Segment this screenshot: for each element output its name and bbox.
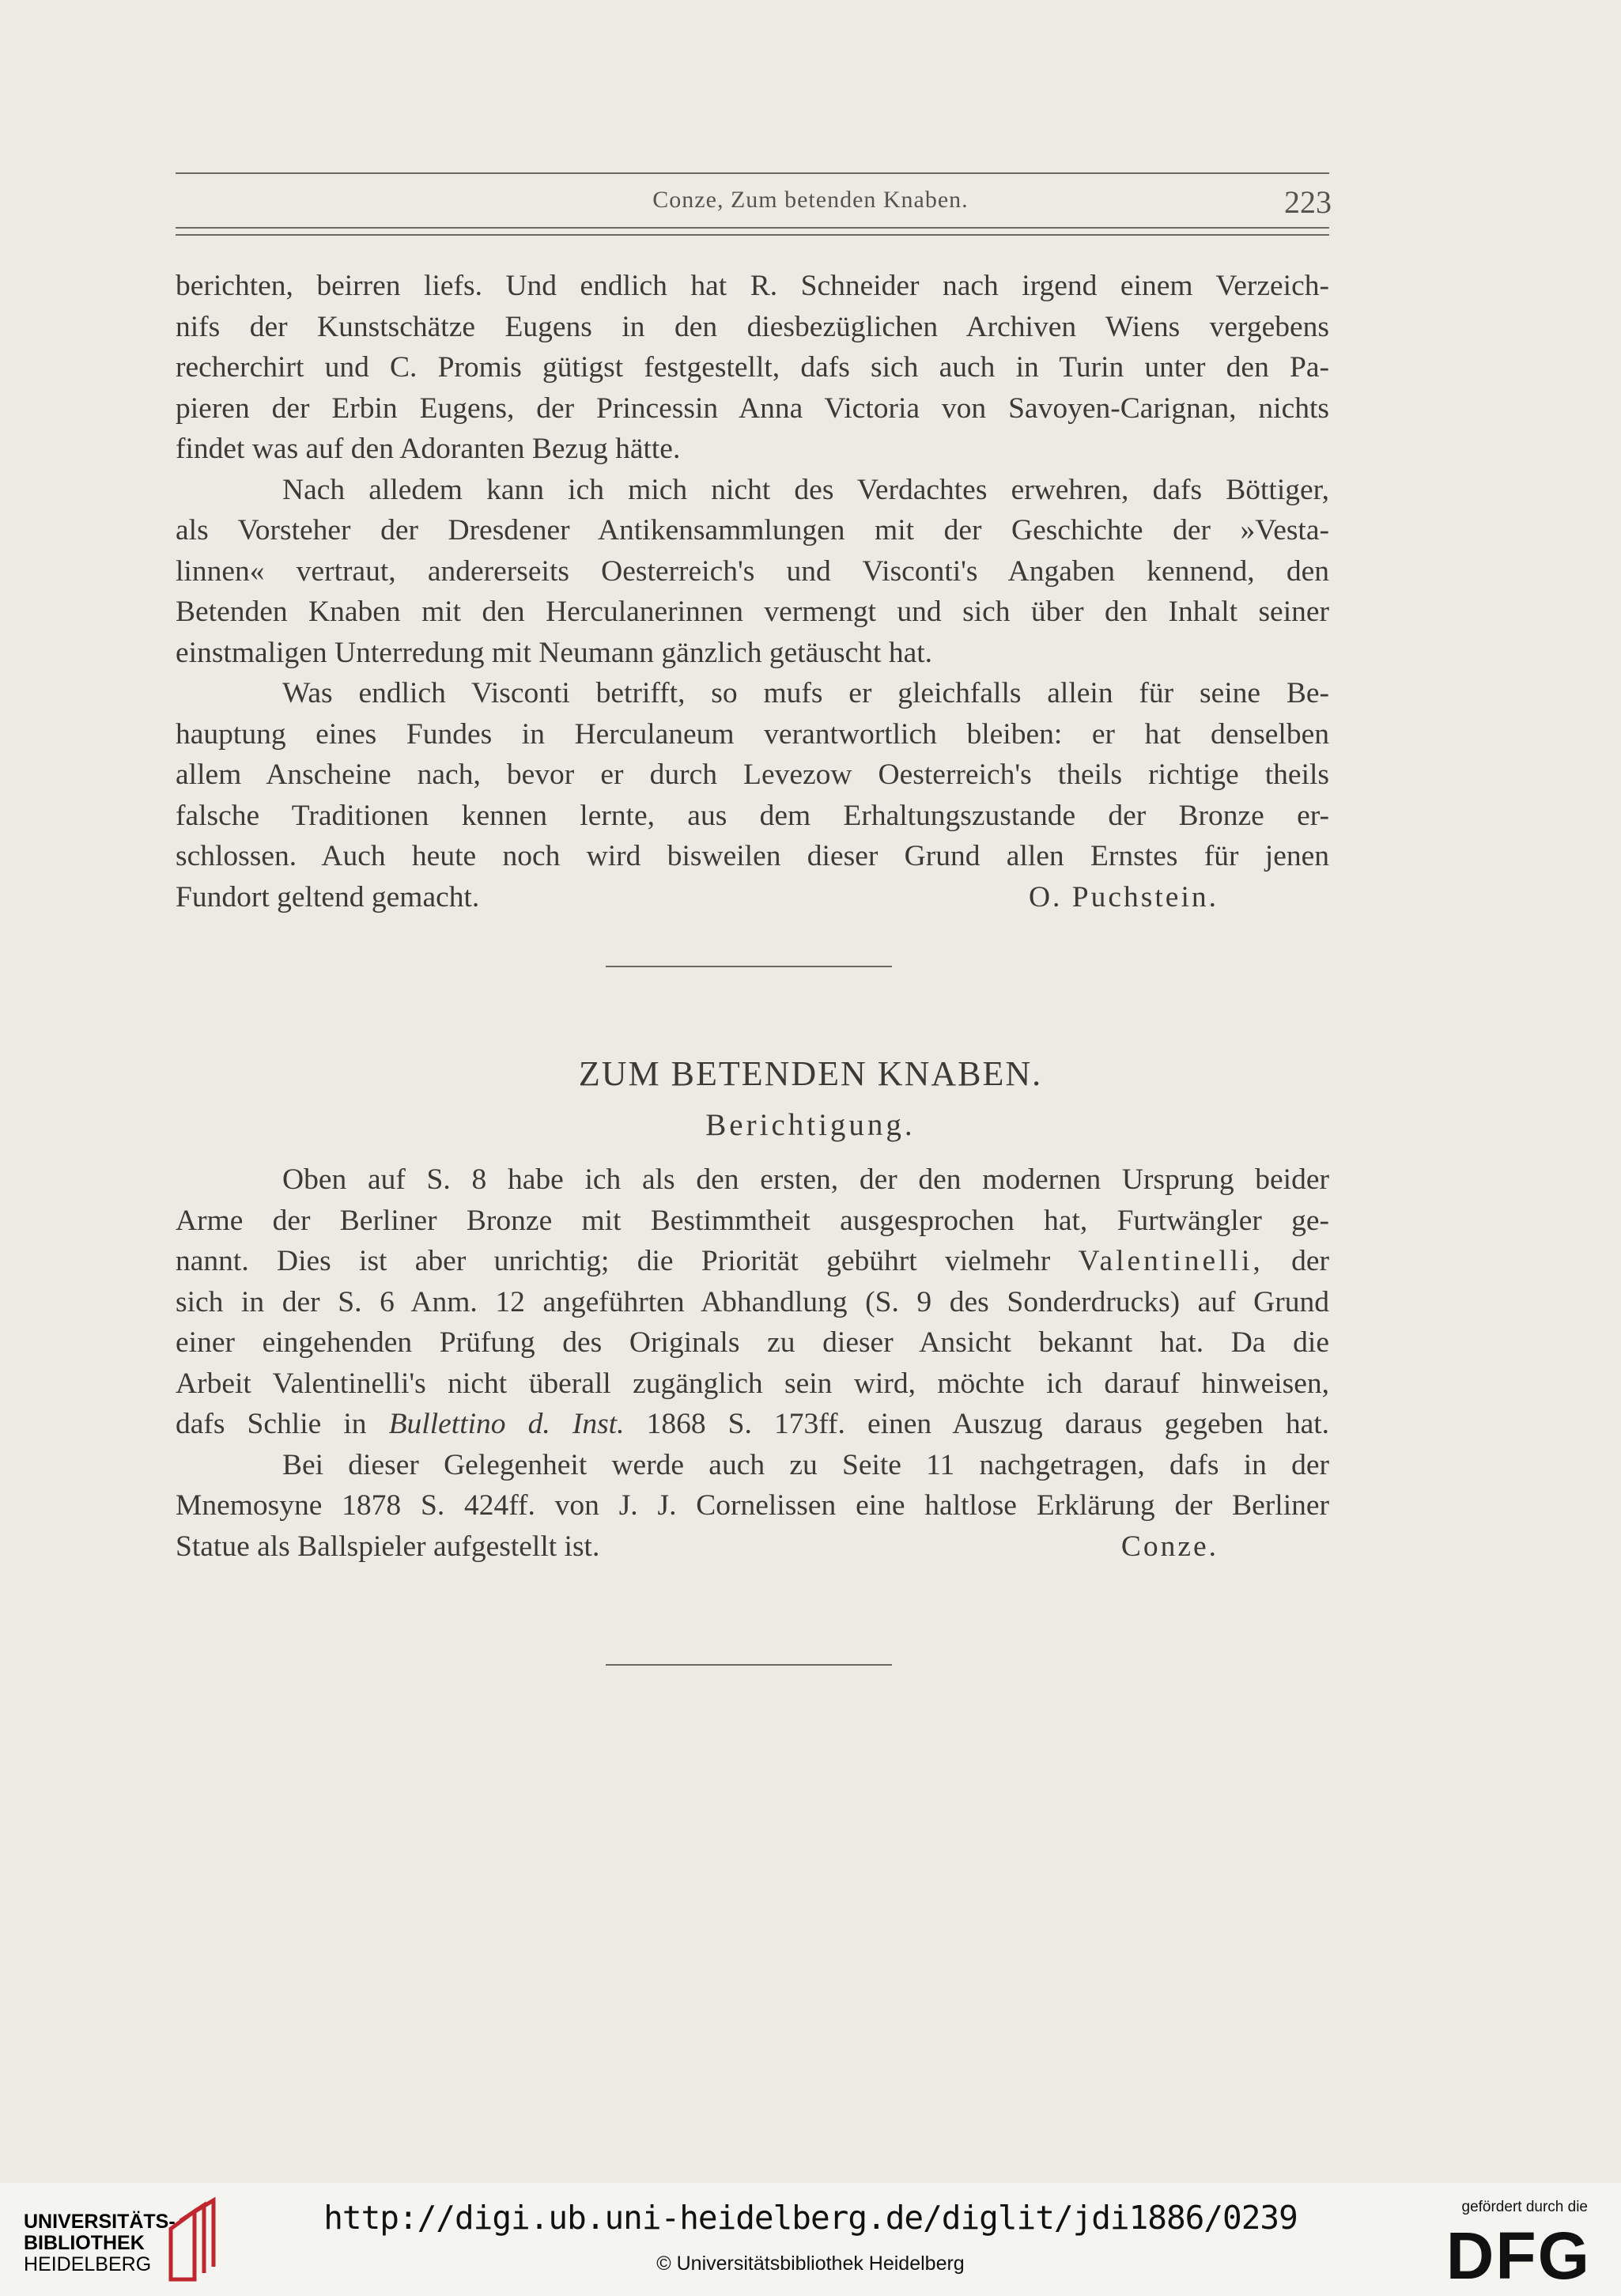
- article-puchstein: [176, 266, 1329, 917]
- text-line: schlossen. Auch heute noch wird bisweilen dieser Grund allen Ernstes für jenen: [176, 840, 1329, 872]
- text-fragment: Fundort geltend gemacht.: [176, 880, 480, 913]
- text-line-with-signature: [176, 1526, 1329, 1568]
- text-fragment: 1868 S. 173ff. einen Auszug daraus gegeben hat.: [646, 1408, 1330, 1440]
- dfg-logo: DFG: [1445, 2218, 1591, 2293]
- digitization-footer: [0, 2183, 1621, 2296]
- header-bottom-rule: [176, 227, 1329, 229]
- article-berichtigung: [176, 1159, 1329, 1567]
- text-line: allem Anscheine nach, bevor er durch Levezow Oesterreich's theils richtige theils: [176, 758, 1329, 791]
- header-bottom-rule-second: [176, 234, 1329, 236]
- library-name-line: UNIVERSITÄTS-: [24, 2211, 176, 2233]
- text-line: Arme der Berliner Bronze mit Bestimmtheit ausgesprochen hat, Furtwängler ge-: [176, 1204, 1329, 1237]
- text-line: Mnemosyne 1878 S. 424ff. von J. J. Cornelissen eine haltlose Erklärung der Berliner: [176, 1489, 1329, 1522]
- text-fragment: nannt. Dies ist aber unrichtig; die Priorität gebührt vielmehr: [176, 1245, 1051, 1277]
- text-line: falsche Traditionen kennen lernte, aus dem Erhaltungszustande der Bronze er-: [176, 799, 1329, 832]
- text-line: als Vorsteher der Dresdener Antikensammlungen mit der Geschichte der »Vesta-: [176, 514, 1329, 547]
- text-line: sich in der S. 6 Anm. 12 angeführten Abhandlung (S. 9 des Sonderdrucks) auf Grund: [176, 1285, 1329, 1318]
- text-line: einstmaligen Unterredung mit Neumann gänzlich getäuscht hat.: [176, 636, 933, 669]
- spaced-name: Valentinelli,: [1078, 1245, 1264, 1277]
- text-fragment: der: [1291, 1245, 1329, 1277]
- text-fragment: Statue als Ballspieler aufgestellt ist.: [176, 1530, 600, 1563]
- permalink-url[interactable]: http://digi.ub.uni-heidelberg.de/diglit/jdi1886/0239: [323, 2199, 1298, 2237]
- text-line: einer eingehenden Prüfung des Originals zu dieser Ansicht bekannt hat. Da die: [176, 1326, 1329, 1359]
- section-divider: [606, 1664, 892, 1666]
- author-signature: O. Puchstein.: [1028, 880, 1219, 913]
- library-name-line: HEIDELBERG: [24, 2253, 152, 2275]
- section-divider: [606, 966, 892, 967]
- text-line: Arbeit Valentinelli's nicht überall zugänglich sein wird, möchte ich darauf hinweisen,: [176, 1367, 1329, 1400]
- text-fragment: dafs Schlie in: [176, 1408, 367, 1440]
- header-top-rule: [176, 172, 1329, 174]
- author-signature: Conze.: [1120, 1530, 1219, 1563]
- text-line: Betenden Knaben mit den Herculanerinnen vermengt und sich über den Inhalt seiner: [176, 596, 1329, 628]
- journal-title: Bullettino d. Inst.: [388, 1408, 625, 1440]
- article-title: ZUM BETENDEN KNABEN.: [578, 1054, 1043, 1093]
- text-line: Was endlich Visconti betrifft, so mufs er gleichfalls allein für seine Be-: [282, 677, 1329, 709]
- article-subtitle: Berichtigung.: [705, 1108, 916, 1142]
- page-number: 223: [1284, 184, 1332, 220]
- text-line-with-signature: [176, 877, 1329, 918]
- text-line: pieren der Erbin Eugens, der Princessin Anna Victoria von Savoyen-Carignan, nichts: [176, 391, 1329, 425]
- text-line: recherchirt und C. Promis gütigst festgestellt, dafs sich auch in Turin unter den Pa-: [176, 351, 1329, 384]
- library-name-line: BIBLIOTHEK: [24, 2232, 145, 2254]
- text-line: findet was auf den Adoranten Bezug hätte.: [176, 433, 681, 465]
- text-line: berichten, beirren liefs. Und endlich hat R. Schneider nach irgend einem Verzeich-: [176, 270, 1329, 302]
- text-line: hauptung eines Fundes in Herculaneum verantwortlich bleiben: er hat denselben: [176, 717, 1329, 751]
- text-line: linnen« vertraut, andererseits Oesterreich's und Visconti's Angaben kennend, den: [176, 554, 1329, 588]
- text-line: [176, 1404, 1329, 1445]
- text-line: Bei dieser Gelegenheit werde auch zu Seite 11 nachgetragen, dafs in der: [282, 1448, 1329, 1481]
- text-line: Nach alledem kann ich mich nicht des Verdachtes erwehren, dafs Böttiger,: [282, 473, 1329, 506]
- running-header: Conze, Zum betenden Knaben.: [652, 187, 969, 213]
- copyright-notice: © Universitätsbibliothek Heidelberg: [656, 2253, 965, 2275]
- text-line: [176, 1241, 1329, 1282]
- funding-caption: gefördert durch die: [1461, 2199, 1588, 2215]
- text-line: Oben auf S. 8 habe ich als den ersten, der den modernen Ursprung beider: [282, 1163, 1329, 1196]
- text-line: nifs der Kunstschätze Eugens in den diesbezüglichen Archiven Wiens vergebens: [176, 310, 1329, 343]
